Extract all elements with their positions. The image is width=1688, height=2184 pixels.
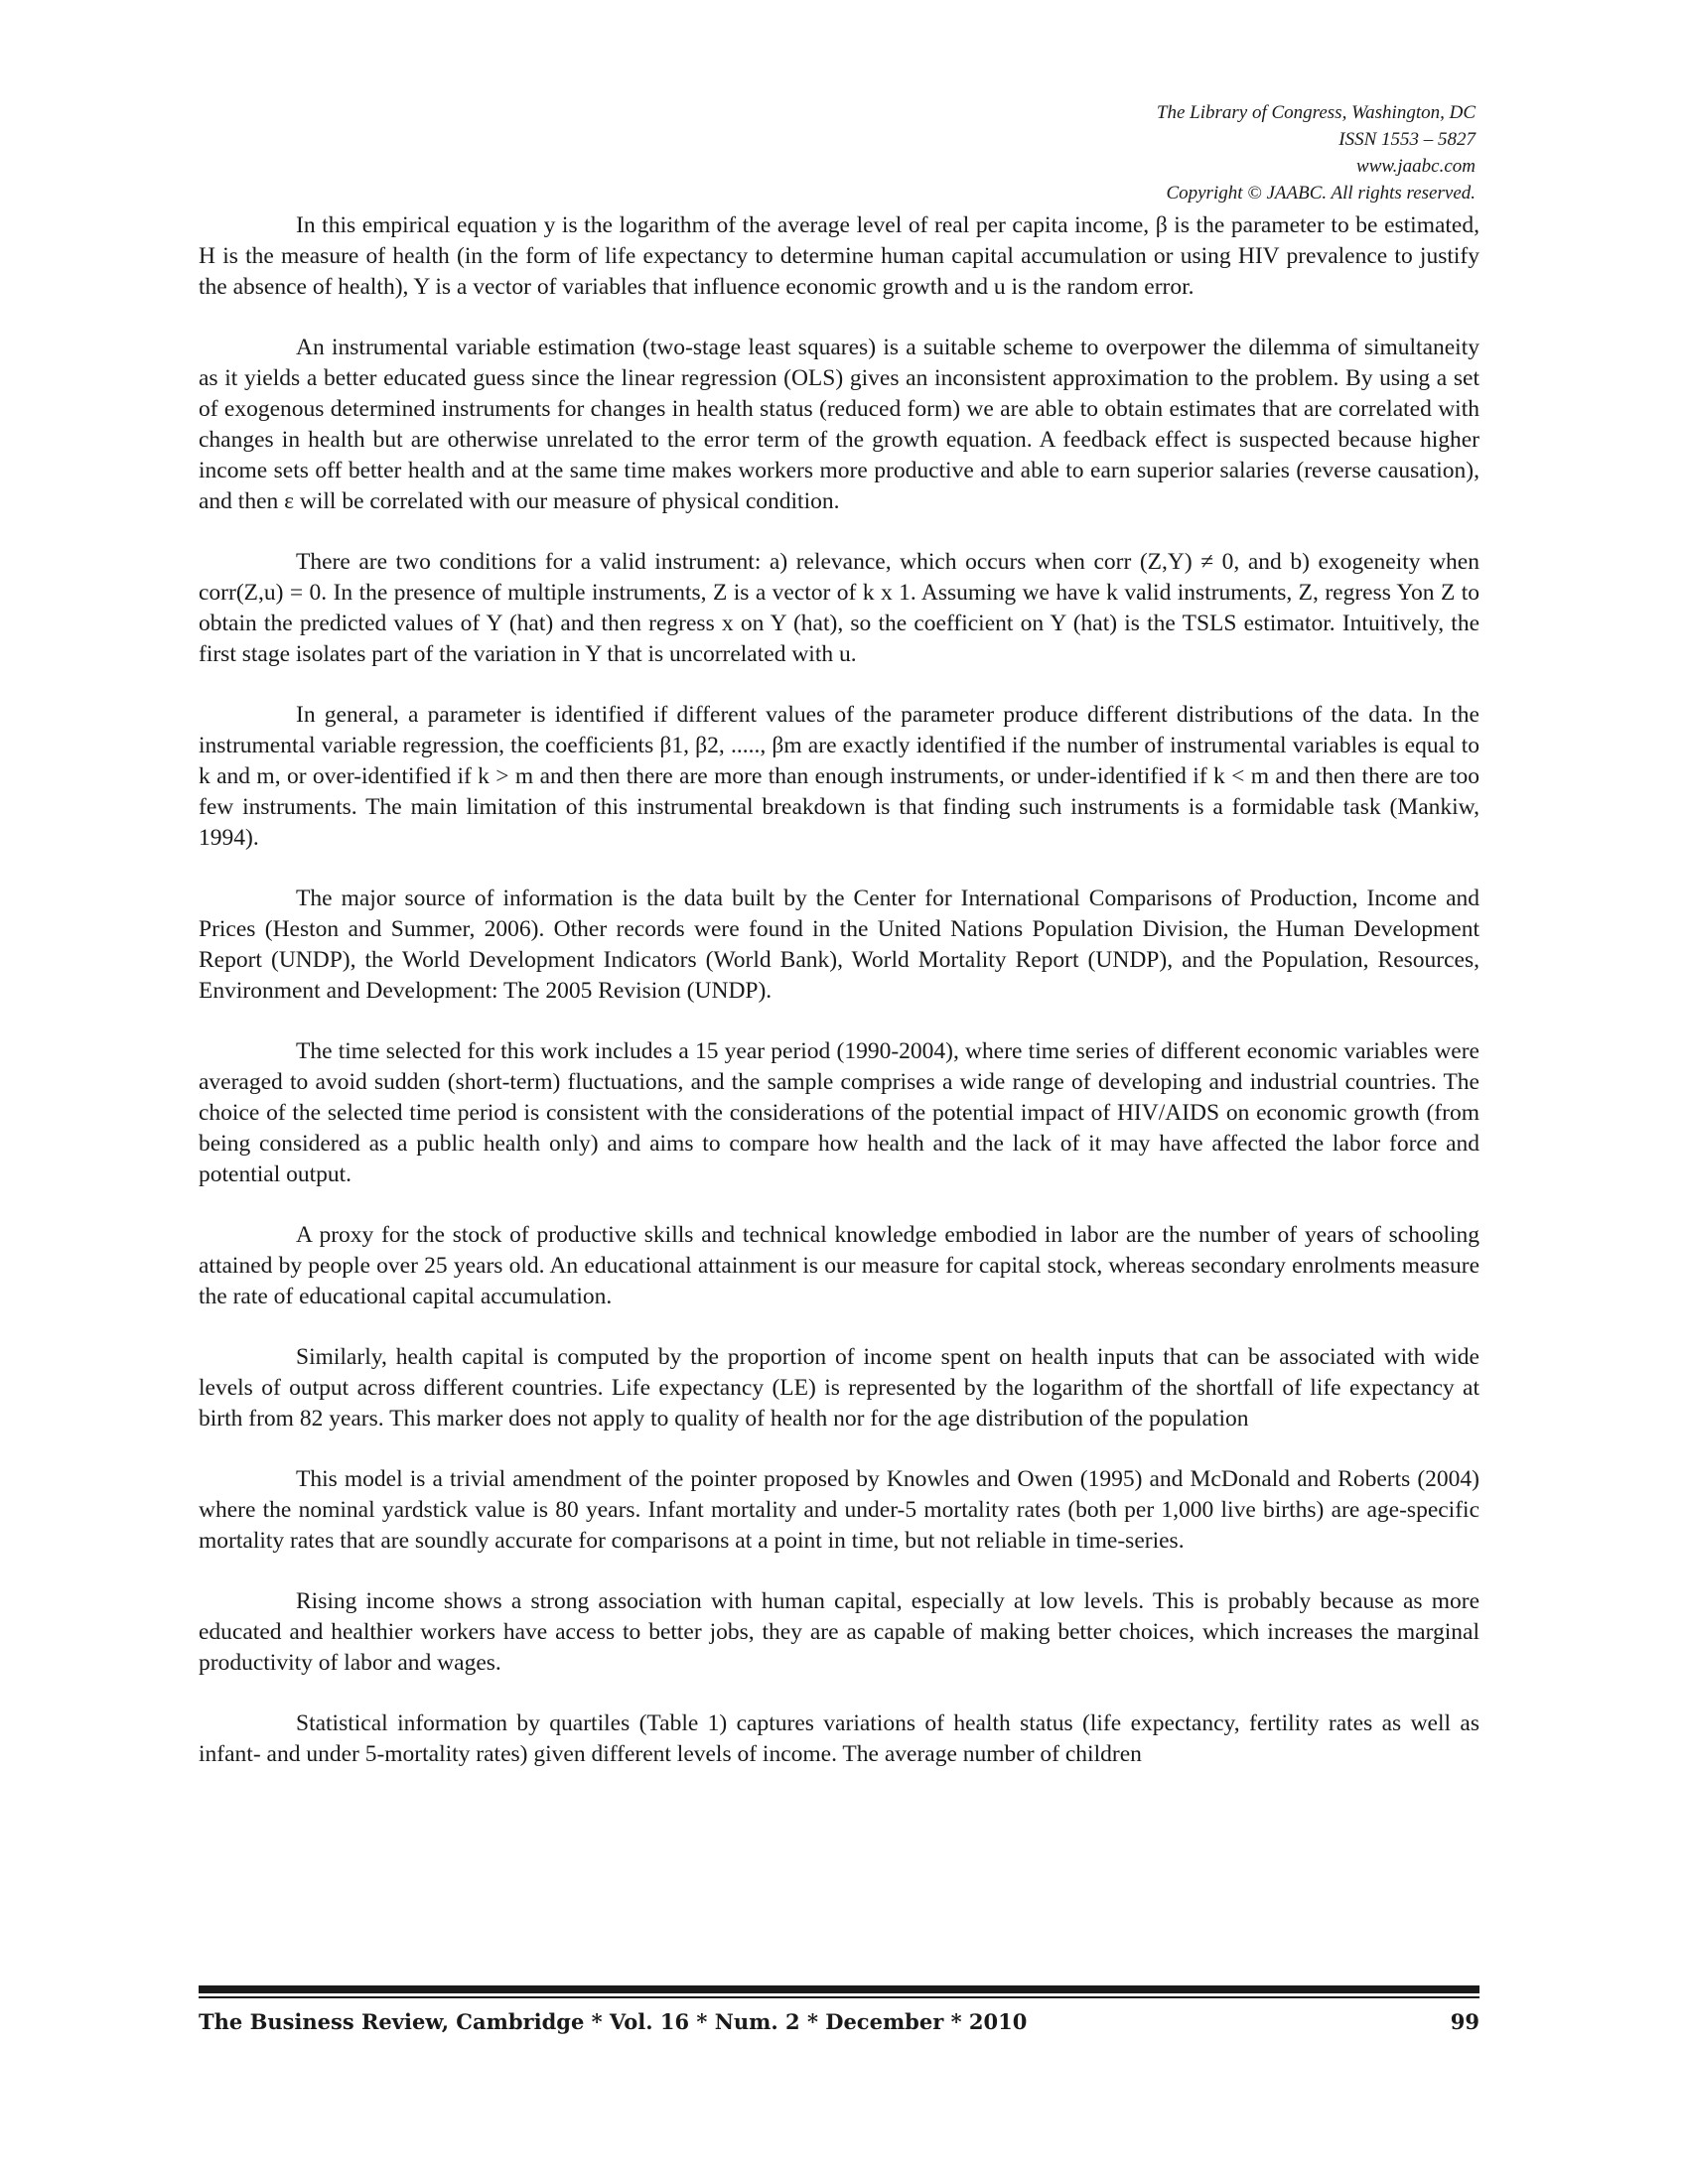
paragraph-equation-description: In this empirical equation y is the logarithm of the average level of real per capita income, β is the parameter to be estimated, H is the measure of health (in the form of life expectancy to determine human capital accumulation or using HIV prevalence to justify the absence of health), Y is a vector of variables that influence economic growth and u is the random error.	[199, 212, 1479, 300]
article-body	[199, 210, 1479, 1800]
journal-footer	[199, 2009, 1479, 2043]
paragraph-data-sources: The major source of information is the data built by the Center for International Comparisons of Production, Income and Prices (Heston and Summer, 2006). Other records were found in the United Nations Population Division, the Human Development Report (UNDP), the World Development Indicators (World Bank), World Mortality Report (UNDP), and the Population, Resources, Environment and Development: The 2005 Revision (UNDP).	[199, 886, 1479, 1004]
footer-thin-rule	[199, 1996, 1479, 1998]
paragraph-identification: In general, a parameter is identified if different values of the parameter produce different distributions of the data. In the instrumental variable regression, the coefficients β1, β2, ....., βm are exactly identified if the number of instrumental variables is equal to k and m, or over-identified if k > m and then there are more than enough instruments, or under-identified if k < m and then there are too few instruments. The main limitation of this instrumental breakdown is that finding such instruments is a formidable task (Mankiw, 1994).	[199, 702, 1479, 851]
paragraph-health-capital: Similarly, health capital is computed by the proportion of income spent on health inputs that can be associated with wide levels of output across different countries. Life expectancy (LE) is represented by the logarithm of the shortfall of life expectancy at birth from 82 years. This marker does not apply to quality of health nor for the age distribution of the population	[199, 1344, 1479, 1432]
footer-thick-rule	[199, 1985, 1479, 1993]
paragraph-valid-instrument: There are two conditions for a valid instrument: a) relevance, which occurs when corr (Z,Y) ≠ 0, and b) exogeneity when corr(Z,u) = 0. In the presence of multiple instruments, Z is a vector of k x 1. Assuming we have k valid instruments, Z, regress Yon Z to obtain the predicted values of Y (hat) and then regress x on Y (hat), so the coefficient on Y (hat) is the TSLS estimator. Intuitively, the first stage isolates part of the variation in Y that is uncorrelated with u.	[199, 549, 1479, 667]
header-library-line: The Library of Congress, Washington, DC	[1156, 102, 1476, 123]
header-issn-line: ISSN 1553 – 5827	[1338, 129, 1476, 150]
footer-journal-citation: The Business Review, Cambridge * Vol. 16 * Num. 2 * December * 2010	[199, 2009, 1028, 2034]
journal-header	[780, 99, 1476, 206]
paragraph-rising-income: Rising income shows a strong association with human capital, especially at low levels. This is probably because as more educated and healthier workers have access to better jobs, they are as capable of making better choices, which increases the marginal productivity of labor and wages.	[199, 1588, 1479, 1676]
paragraph-model-amendment: This model is a trivial amendment of the pointer proposed by Knowles and Owen (1995) and McDonald and Roberts (2004) where the nominal yardstick value is 80 years. Infant mortality and under-5 mortality rates (both per 1,000 live births) are age-specific mortality rates that are soundly accurate for comparisons at a point in time, but not reliable in time-series.	[199, 1466, 1479, 1554]
paragraph-schooling-proxy: A proxy for the stock of productive skills and technical knowledge embodied in labor are the number of years of schooling attained by people over 25 years old. An educational attainment is our measure for capital stock, whereas secondary enrolments measure the rate of educational capital accumulation.	[199, 1222, 1479, 1309]
header-website-line: www.jaabc.com	[1356, 156, 1476, 177]
header-copyright-line: Copyright © JAABC. All rights reserved.	[1166, 183, 1476, 204]
paragraph-quartiles: Statistical information by quartiles (Table 1) captures variations of health status (life expectancy, fertility rates as well as infant- and under 5-mortality rates) given different levels of income. The average number of children	[199, 1710, 1479, 1767]
paragraph-instrumental-variable: An instrumental variable estimation (two-stage least squares) is a suitable scheme to overpower the dilemma of simultaneity as it yields a better educated guess since the linear regression (OLS) gives an inconsistent approximation to the problem. By using a set of exogenous determined instruments for changes in health status (reduced form) we are able to obtain estimates that are correlated with changes in health but are otherwise unrelated to the error term of the growth equation. A feedback effect is suspected because higher income sets off better health and at the same time makes workers more productive and able to earn superior salaries (reverse causation), and then ε will be correlated with our measure of physical condition.	[199, 335, 1479, 514]
page-number: 99	[1450, 2009, 1479, 2034]
paragraph-time-period: The time selected for this work includes a 15 year period (1990-2004), where time series of different economic variables were averaged to avoid sudden (short-term) fluctuations, and the sample comprises a wide range of developing and industrial countries. The choice of the selected time period is consistent with the considerations of the potential impact of HIV/AIDS on economic growth (from being considered as a public health only) and aims to compare how health and the lack of it may have affected the labor force and potential output.	[199, 1038, 1479, 1187]
